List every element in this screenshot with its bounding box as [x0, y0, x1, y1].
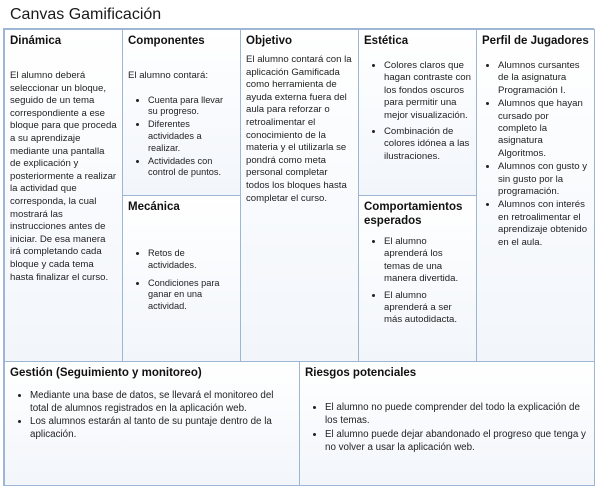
list-item: • El alumno puede dejar abandonado el progreso que tenga y no volver a usar la aplicación web. — [325, 429, 589, 454]
page-title: Canvas Gamificación — [10, 6, 162, 23]
perfil-heading: Perfil de Jugadores — [482, 35, 589, 47]
estetica-section — [358, 29, 477, 196]
list-item: • Diferentes actividades a realizar. — [148, 119, 235, 154]
componentes-list — [128, 95, 235, 180]
list-item: • El alumno no puede comprender del todo la explicación de los temas. — [325, 402, 589, 427]
objetivo-section — [240, 29, 359, 362]
riesgos-section — [299, 361, 595, 486]
gestion-list — [10, 390, 294, 441]
mecanica-section — [122, 195, 241, 362]
gestion-heading: Gestión (Seguimiento y monitoreo) — [10, 367, 202, 379]
objetivo-text: El alumno contará con la aplicación Gamificada como herramienta de ayuda externa fuera del aula para reforzar o retroalimentar el conocimiento de la materia y el utilizarla se pondrá como meta personal completar todos los bloques hasta completar el curso. — [246, 54, 352, 204]
gamification-canvas — [3, 28, 594, 486]
list-item: • Alumnos con interés en retroalimentar el aprendizaje obtenido en el aula. — [498, 199, 589, 249]
perfil-list — [482, 60, 589, 249]
list-item: • Actividades con control de puntos. — [148, 156, 235, 180]
componentes-heading: Componentes — [128, 35, 205, 47]
list-item: • El alumno aprenderá a ser más autodidacta. — [384, 290, 471, 327]
componentes-intro: El alumno contará: — [128, 70, 208, 81]
objetivo-heading: Objetivo — [246, 35, 293, 47]
gestion-section — [4, 361, 300, 486]
dinamica-section — [4, 29, 123, 362]
list-item: • Cuenta para llevar su progreso. — [148, 95, 235, 119]
comportamientos-list — [364, 236, 471, 327]
mecanica-list — [128, 248, 235, 313]
list-item: • Combinación de colores idónea a las ilustraciones. — [384, 126, 471, 163]
riesgos-heading: Riesgos potenciales — [305, 367, 417, 379]
list-item: • Los alumnos estarán al tanto de su puntaje dentro de la aplicación. — [30, 416, 294, 441]
list-item: • Condiciones para ganar en una actividad. — [148, 278, 235, 313]
perfil-section — [476, 29, 595, 362]
estetica-heading: Estética — [364, 35, 409, 47]
list-item: • Mediante una base de datos, se llevará el monitoreo del total de alumnos registrados en la aplicación web. — [30, 390, 294, 415]
list-item: • Alumnos que hayan cursado por completo la asignatura Algoritmos. — [498, 98, 589, 160]
list-item: • El alumno aprenderá los temas de una manera divertida. — [384, 236, 471, 286]
comportamientos-heading: Comportamientos esperados — [364, 201, 463, 227]
comportamientos-section — [358, 195, 477, 362]
list-item: • Retos de actividades. — [148, 248, 235, 272]
mecanica-heading: Mecánica — [128, 201, 180, 213]
list-item: • Alumnos con gusto y sin gusto por la programación. — [498, 161, 589, 198]
componentes-section — [122, 29, 241, 196]
list-item: • Colores claros que hagan contraste con los fondos oscuros para permitir una mejor visualización. — [384, 60, 471, 122]
dinamica-heading: Dinámica — [10, 35, 62, 47]
dinamica-text: El alumno deberá seleccionar un bloque, seguido de un tema correspondiente a ese bloque para que proceda a su aprendizaje mediante una pantalla de explicación y posteriormente a realizar la actividad que corresponda, la cual mostrará las instrucciones antes de iniciar. De esa manera irá completando cada bloque y cada tema hasta finalizar el curso. — [10, 70, 117, 283]
riesgos-list — [305, 402, 589, 454]
list-item: • Alumnos cursantes de la asignatura Programación I. — [498, 60, 589, 97]
estetica-list — [364, 60, 471, 163]
